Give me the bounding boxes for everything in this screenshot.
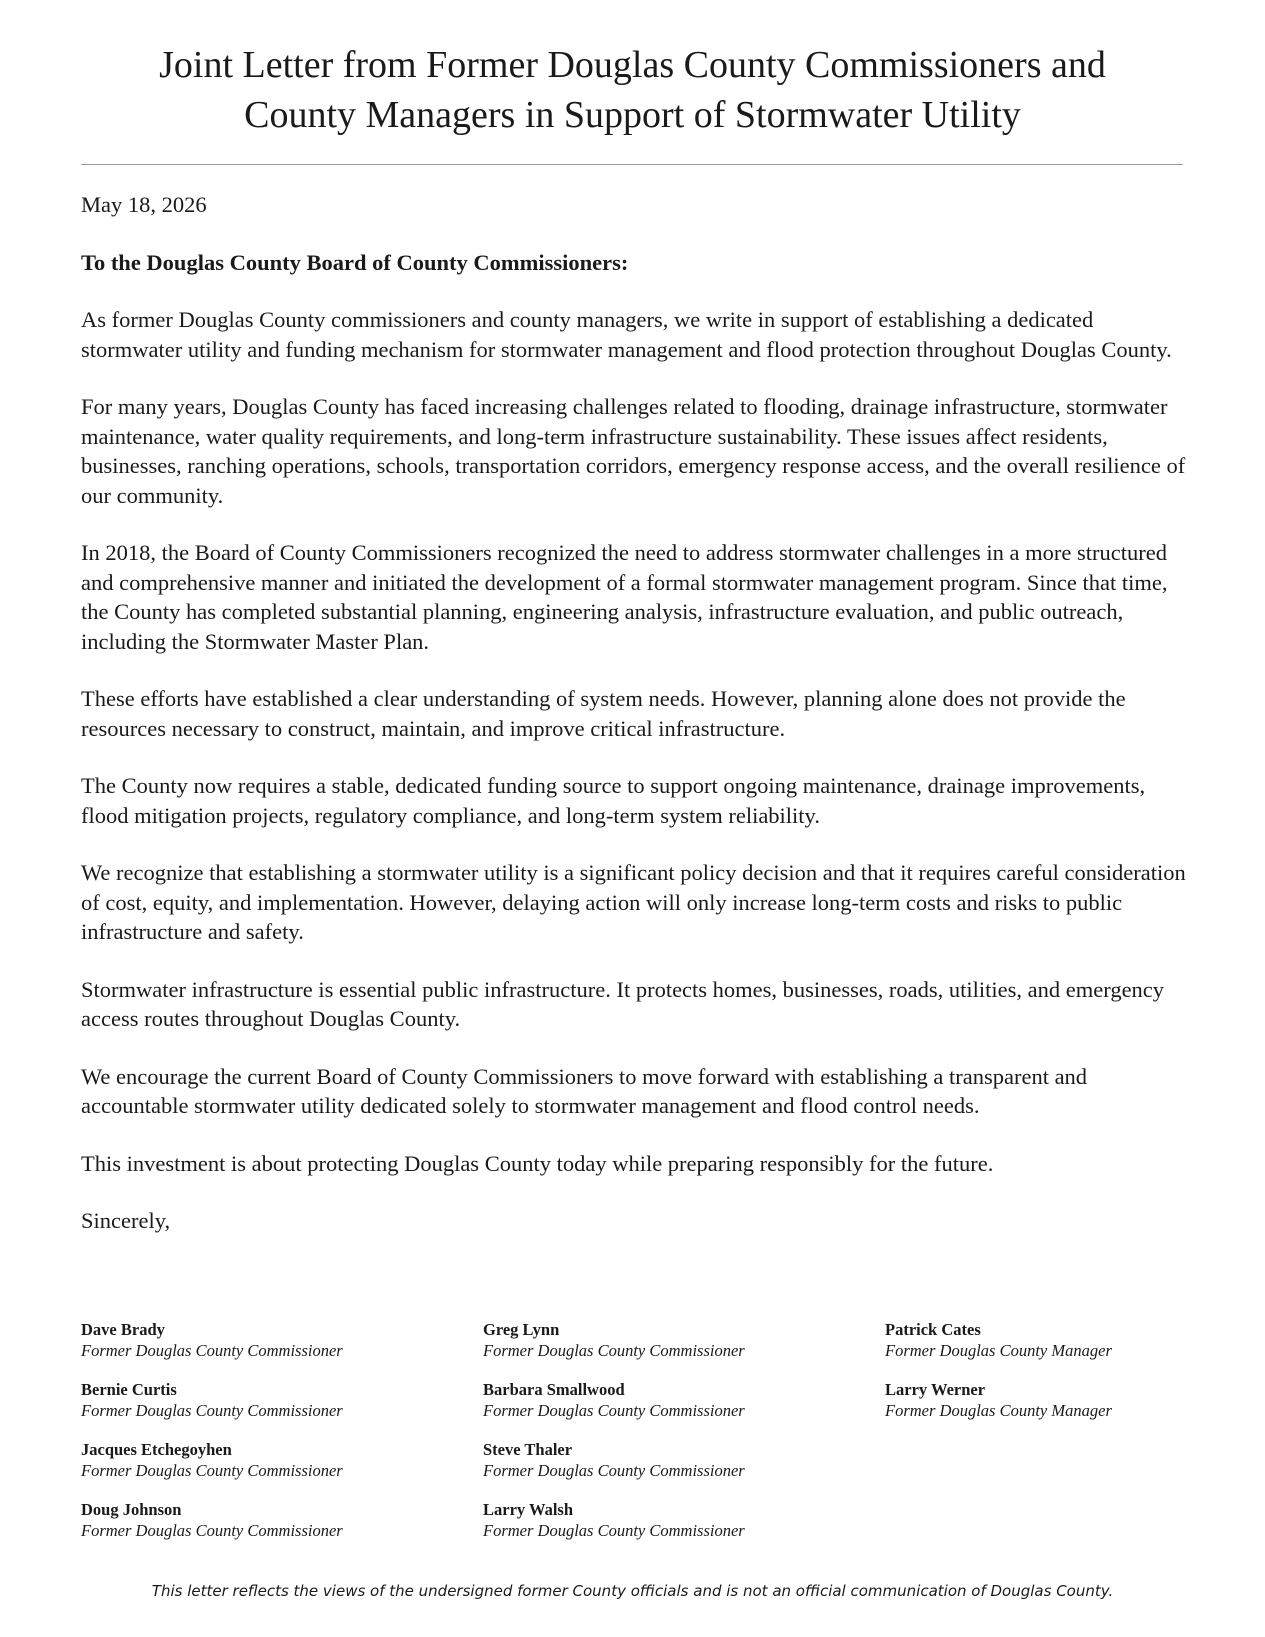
letter-closing: Sincerely, xyxy=(81,1208,171,1233)
signatory-title: Former Douglas County Manager xyxy=(885,1341,1112,1360)
letter-date: May 18, 2026 xyxy=(81,192,207,217)
signatory xyxy=(885,1319,1185,1379)
signatory-title: Former Douglas County Commissioner xyxy=(81,1401,343,1420)
signatory-title: Former Douglas County Commissioner xyxy=(483,1401,745,1420)
signatory xyxy=(81,1379,483,1439)
signatory-title: Former Douglas County Commissioner xyxy=(483,1341,745,1360)
signatory xyxy=(81,1499,483,1559)
letter-paragraph: As former Douglas County commissioners and county managers, we write in support of establishing a dedicated stormwater utility and funding mechanism for stormwater management and flood protection throughout Douglas County. xyxy=(81,307,1172,362)
signatory-name: Dave Brady xyxy=(81,1320,165,1339)
letter-paragraph: Stormwater infrastructure is essential public infrastructure. It protects homes, businesses, roads, utilities, and emergency access routes throughout Douglas County. xyxy=(81,976,1165,1031)
signatory-name: Doug Johnson xyxy=(81,1500,182,1519)
disclaimer-footer: This letter reflects the views of the undersigned former County officials and is not an official communication of Douglas County. xyxy=(151,1582,1114,1600)
letter-salutation: To the Douglas County Board of County Commissioners: xyxy=(81,249,629,275)
letter-paragraph: In 2018, the Board of County Commissioners recognized the need to address stormwater challenges in a more structured and comprehensive manner and initiated the development of a formal stormwater management program. Since that time, the County has completed substantial planning, engineering analysis, infrastructure evaluation, and public outreach, including the Stormwater Master Plan. xyxy=(81,540,1168,654)
signatory-name: Bernie Curtis xyxy=(81,1380,177,1399)
signatory-name: Greg Lynn xyxy=(483,1320,560,1339)
letter-paragraph: For many years, Douglas County has faced increasing challenges related to flooding, drainage infrastructure, stormwater maintenance, water quality requirements, and long-term infrastructure sustainability. These issues affect residents, businesses, ranching operations, schools, transportation corridors, emergency response access, and the overall resilience of our community. xyxy=(81,394,1186,508)
signatory-title: Former Douglas County Commissioner xyxy=(483,1461,745,1480)
signatory-title: Former Douglas County Commissioner xyxy=(81,1461,343,1480)
signatory-name: Larry Walsh xyxy=(483,1500,574,1519)
signatory xyxy=(885,1379,1185,1439)
signatory-title: Former Douglas County Commissioner xyxy=(81,1341,343,1360)
signatory-title: Former Douglas County Manager xyxy=(885,1401,1112,1420)
letter-paragraph: This investment is about protecting Douglas County today while preparing responsibly for the future. xyxy=(81,1150,994,1176)
signatory-name: Larry Werner xyxy=(885,1380,986,1399)
letter-paragraph: These efforts have established a clear understanding of system needs. However, planning alone does not provide the resources necessary to construct, maintain, and improve critical infrastructure. xyxy=(81,686,1126,741)
signatories-column-3 xyxy=(885,1319,1185,1559)
letter-title-line-2: County Managers in Support of Stormwater Utility xyxy=(244,94,1021,136)
signatory-name: Barbara Smallwood xyxy=(483,1380,625,1399)
signatory xyxy=(81,1439,483,1499)
signatories-column-2 xyxy=(483,1319,885,1559)
signatory-title: Former Douglas County Commissioner xyxy=(81,1521,343,1540)
signatory xyxy=(483,1439,885,1499)
letter-paragraph: We recognize that establishing a stormwater utility is a significant policy decision and that it requires careful consideration of cost, equity, and implementation. However, delaying action will only increase long-term costs and risks to public infrastructure and safety. xyxy=(81,860,1186,944)
letter-body xyxy=(81,190,1191,1236)
signatory-title: Former Douglas County Commissioner xyxy=(483,1521,745,1540)
signatory-name: Steve Thaler xyxy=(483,1440,573,1459)
signatories-block xyxy=(81,1319,1191,1559)
signatory xyxy=(483,1499,885,1559)
signatory xyxy=(81,1319,483,1379)
letter-paragraph: The County now requires a stable, dedicated funding source to support ongoing maintenance, drainage improvements, flood mitigation projects, regulatory compliance, and long-term system reliability. xyxy=(81,773,1146,828)
signatory xyxy=(483,1379,885,1439)
title-divider xyxy=(81,164,1183,165)
signatory-name: Patrick Cates xyxy=(885,1320,981,1339)
letter-title xyxy=(60,40,1205,140)
signatories-column-1 xyxy=(81,1319,483,1559)
signatory xyxy=(483,1319,885,1379)
letter-paragraph: We encourage the current Board of County Commissioners to move forward with establishing a transparent and accountable stormwater utility dedicated solely to stormwater management and flood control needs. xyxy=(81,1063,1088,1118)
letter-title-line-1: Joint Letter from Former Douglas County Commissioners and xyxy=(159,44,1106,86)
signatory-name: Jacques Etchegoyhen xyxy=(81,1440,232,1459)
